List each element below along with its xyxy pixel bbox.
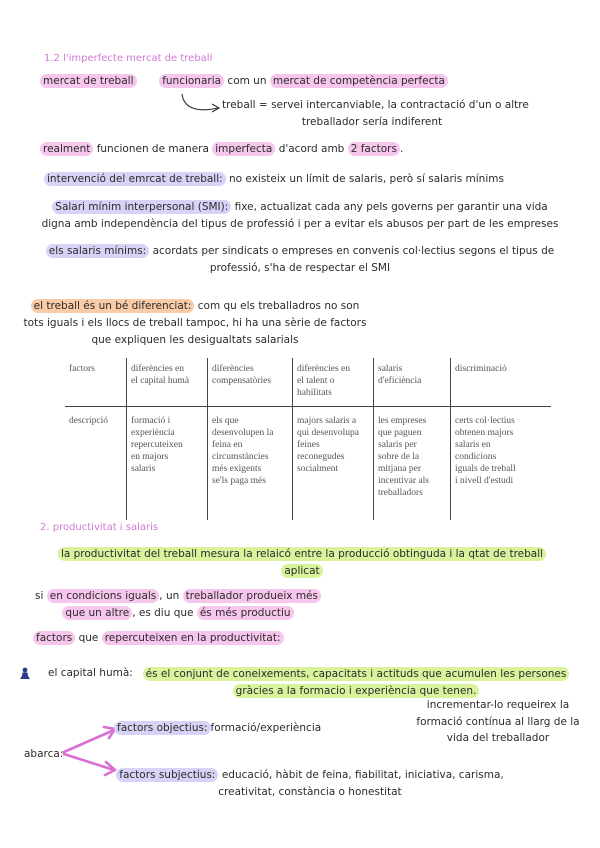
highlight-intervencio: intervenció del emrcat de treball:	[44, 172, 226, 186]
highlight-aplicat: aplicat	[281, 564, 322, 578]
table-header-cell: diferències en el capital humà	[127, 358, 208, 407]
paragraph-productivitat	[40, 546, 564, 580]
table-header-cell: salaris d'eficiència	[374, 358, 451, 407]
highlight-que-un-altre: que un altre	[62, 606, 132, 620]
highlight-salaris-minims: els salaris mínims:	[46, 244, 149, 258]
highlight-repercuteixen: repercuteixen en la productivitat:	[102, 631, 284, 645]
highlight-competencia-perfecta: mercat de competència perfecta	[270, 74, 448, 88]
highlight-objectius: factors objectius:	[114, 721, 211, 735]
line-intervencio: intervenció del emrcat de treball: no existeix un límit de salaris, però sí salaris mínims	[44, 173, 504, 185]
paragraph-condicions: si en condicions iguals , un treballador produeix més que un altre , es diu que és més productiu	[28, 588, 328, 622]
highlight-produeix-mes: treballador produeix més	[183, 589, 321, 603]
highlight-condicions-iguals: en condicions iguals	[47, 589, 160, 603]
curved-arrow-icon	[178, 92, 224, 118]
table-cell: formació i experiència repercuteixen en majors salaris	[127, 407, 208, 521]
highlight-capital-def: és el conjunt de coneixements, capacitats i actituds que acumulen les persones	[143, 667, 570, 681]
table-cell: certs col·lectius obtenen majors salaris en condicions iguals de treball i nivell d'estudi	[451, 407, 552, 521]
highlight-productivitat-def: la productivitat del treball mesura la relaicó entre la producció obtinguda i la qtat de treball	[58, 547, 546, 561]
highlight-be-diferenciat: el treball és un bé diferenciat:	[31, 299, 195, 313]
highlight-realment: realment	[40, 142, 93, 156]
highlight-smi: Salari mínim interpersonal (SMI):	[52, 200, 231, 214]
table-cell: descripció	[69, 416, 109, 426]
highlight-2-factors: 2 factors	[348, 142, 400, 156]
section-heading-2: 2. productivitat i salaris	[40, 522, 159, 533]
factors-table	[65, 358, 551, 520]
highlight-capital-def-2: gràcies a la formacio i experiència que tenen.	[233, 684, 480, 698]
paragraph-salaris-minims: els salaris mínims: acordats per sindicats o empreses en convenis col·lectius segons el tipus de professió, s'ha de respectar el SMI	[28, 243, 572, 277]
table-cell: les empreses que paguen salaris per sobre de la mitjana per incentivar als treballadors	[374, 407, 451, 521]
section-heading-1: 1.2 l'imperfecte mercat de treball	[44, 53, 213, 64]
paragraph-factors-subjectius: factors subjectius: educació, hàbit de feina, fiabilitat, iniciativa, carisma, creativitat, constància o honestitat	[110, 767, 510, 801]
paragraph-smi: Salari mínim interpersonal (SMI): fixe, actualizat cada any pels governs per garantir una vida digna amb independència del tipus de professió i per a evitar els abusos per part de les empreses	[41, 201, 559, 230]
pawn-icon	[19, 667, 31, 680]
line-mercat: mercat de treball funcionaria com un mercat de competència perfecta	[40, 75, 448, 87]
paragraph-treball-diferenciat: el treball és un bé diferenciat: com qu els treballadros no son tots iguals i els llocs de treball tampoc, hi ha una sèrie de factors que expliquen les desigualtats salarials	[23, 300, 367, 346]
note-incrementar: incrementar-lo requeirex la formació contínua al llarg de la vida del treballador	[416, 699, 580, 744]
highlight-subjectius: factors subjectius:	[116, 768, 218, 782]
table-header-row	[65, 358, 551, 407]
line-factors: factors que repercuteixen en la productivitat:	[33, 632, 284, 644]
paragraph-capital-huma	[136, 666, 576, 700]
label-capital-huma: el capital humà:	[48, 667, 133, 679]
table-header-cell: factors	[65, 358, 127, 407]
label-abarca: abarca:	[24, 748, 64, 760]
line-factors-objectius: factors objectius: formació/experiència	[114, 722, 321, 734]
table-cell: els que desenvolupen la feina en circumstàncies més exigents se'ls paga més	[208, 407, 293, 521]
highlight-factors: factors	[33, 631, 75, 645]
table-header-cell: diferències compensatòries	[208, 358, 293, 407]
highlight-imperfecta: imperfecta	[212, 142, 275, 156]
table-row	[65, 407, 551, 521]
highlight-mercat-de-treball: mercat de treball	[40, 74, 137, 88]
highlight-funcionaria: funcionaria	[159, 74, 224, 88]
table-cell: majors salaris a qui desenvolupa feines reconegudes socialment	[293, 407, 374, 521]
table-header-cell: discriminació	[451, 358, 552, 407]
highlight-mes-productiu: és més productiu	[197, 606, 294, 620]
line-realment: realment funcionen de manera imperfecta d'acord amb 2 factors .	[40, 143, 403, 155]
treball-definition: treball = servei intercanviable, la contractació d'un o altre treballador sería indiferent	[222, 99, 529, 128]
table-header-cell: diferències en el talent o habilitats	[293, 358, 374, 407]
